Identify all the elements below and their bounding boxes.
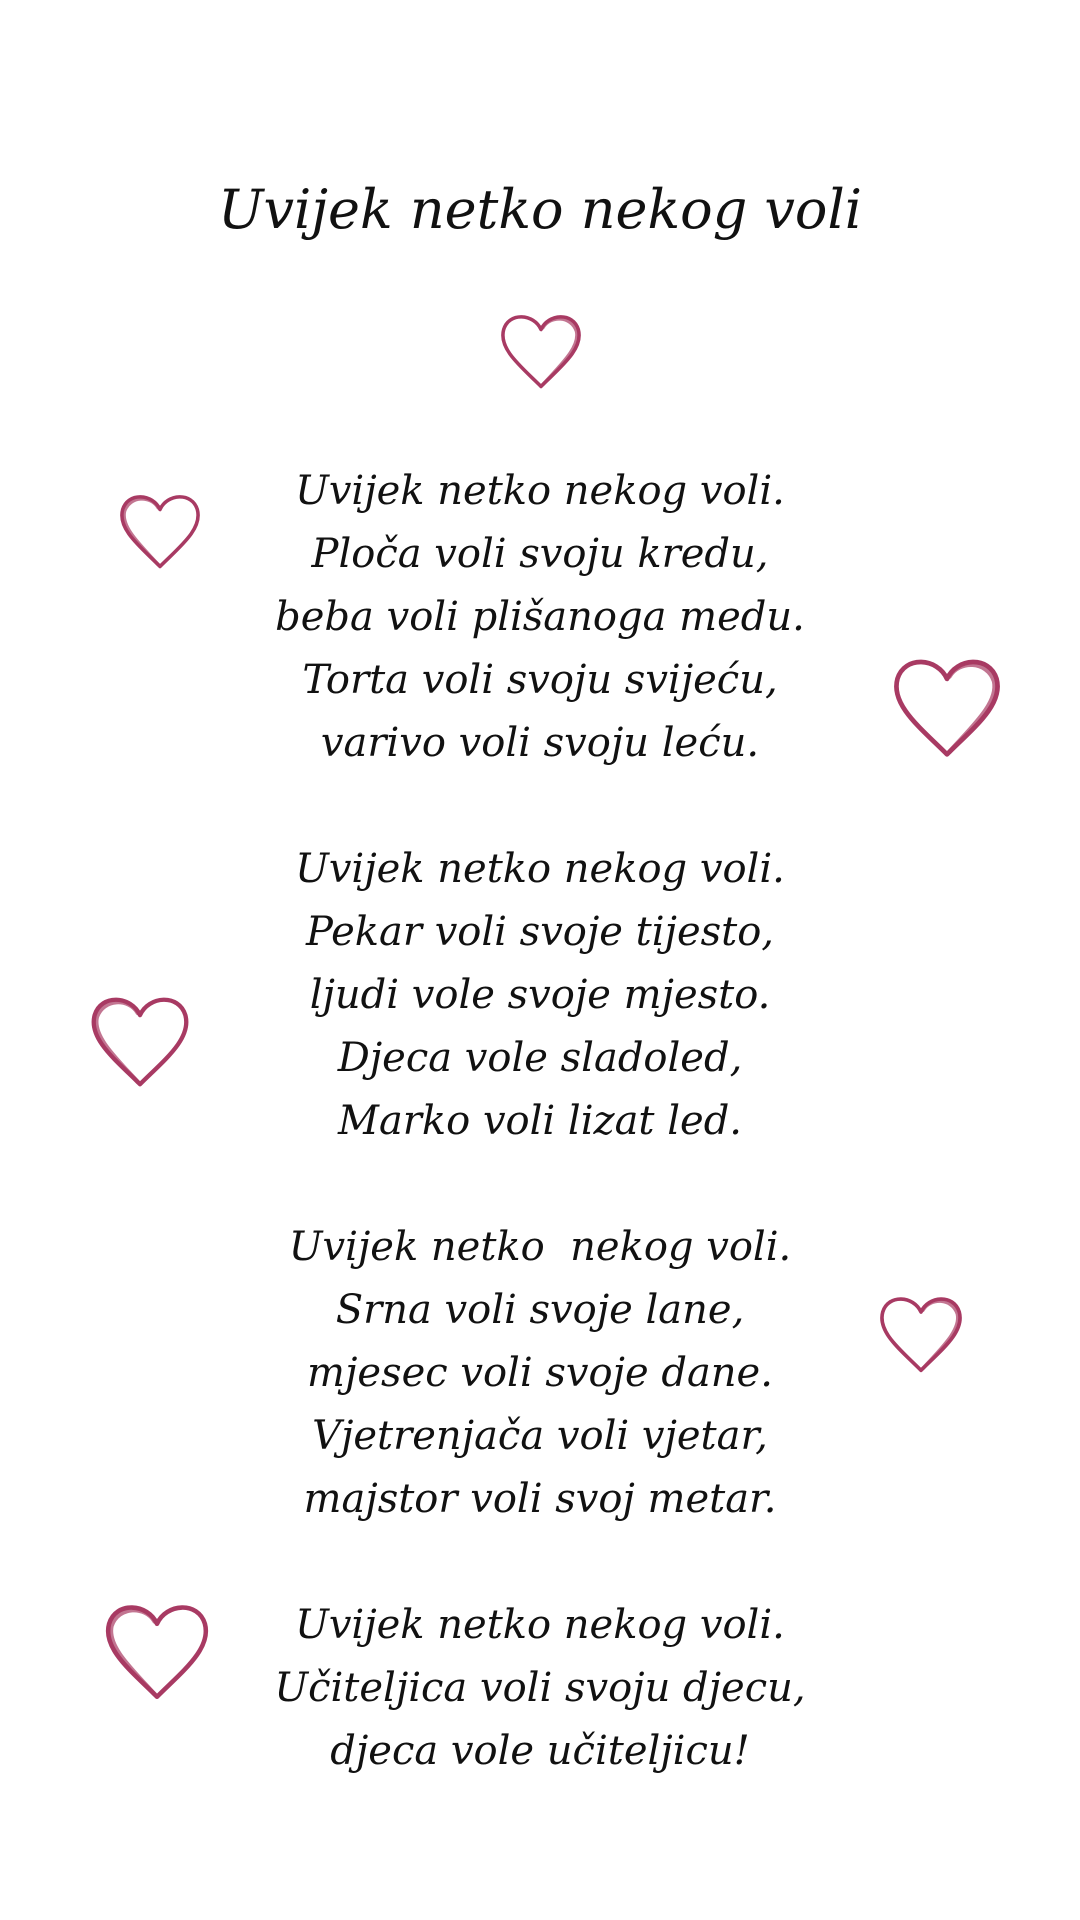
poem-line: Uvijek netko nekog voli. bbox=[295, 846, 785, 892]
heart-icon bbox=[100, 1598, 214, 1702]
stanza bbox=[240, 460, 840, 775]
poem-line: Torta voli svoju svijeću, bbox=[302, 657, 778, 703]
poem-line: majstor voli svoj metar. bbox=[303, 1476, 777, 1522]
stanza bbox=[240, 1594, 840, 1783]
poem-line: Uvijek netko nekog voli. bbox=[295, 468, 785, 514]
poem-body bbox=[240, 460, 840, 1783]
poem-title: Uvijek netko nekog voli bbox=[218, 178, 862, 241]
poem-line: Djeca vole sladoled, bbox=[337, 1035, 743, 1081]
heart-icon bbox=[874, 1292, 968, 1374]
stanza bbox=[240, 838, 840, 1153]
heart-icon bbox=[86, 990, 194, 1090]
poem-line: Uvijek netko nekog voli. bbox=[295, 1602, 785, 1648]
heart-icon bbox=[888, 652, 1006, 760]
poem-line: Uvijek netko nekog voli. bbox=[288, 1224, 792, 1270]
poem-line: Učiteljica voli svoju djecu, bbox=[274, 1665, 806, 1711]
poem-line: Marko voli lizat led. bbox=[337, 1098, 743, 1144]
poem-line: Srna voli svoje lane, bbox=[335, 1287, 745, 1333]
poem-line: Vjetrenjača voli vjetar, bbox=[312, 1413, 768, 1459]
poem-line: Ploča voli svoju kredu, bbox=[311, 531, 769, 577]
poem-line: beba voli plišanoga medu. bbox=[275, 594, 805, 640]
poem-line: ljudi vole svoje mjesto. bbox=[309, 972, 771, 1018]
stanza bbox=[240, 1216, 840, 1531]
heart-icon bbox=[114, 490, 206, 570]
poem-line: djeca vole učiteljicu! bbox=[330, 1728, 750, 1774]
poem-line: varivo voli svoju leću. bbox=[320, 720, 760, 766]
poem-line: mjesec voli svoje dane. bbox=[307, 1350, 773, 1396]
poem-line: Pekar voli svoje tijesto, bbox=[305, 909, 775, 955]
heart-icon bbox=[496, 310, 586, 390]
